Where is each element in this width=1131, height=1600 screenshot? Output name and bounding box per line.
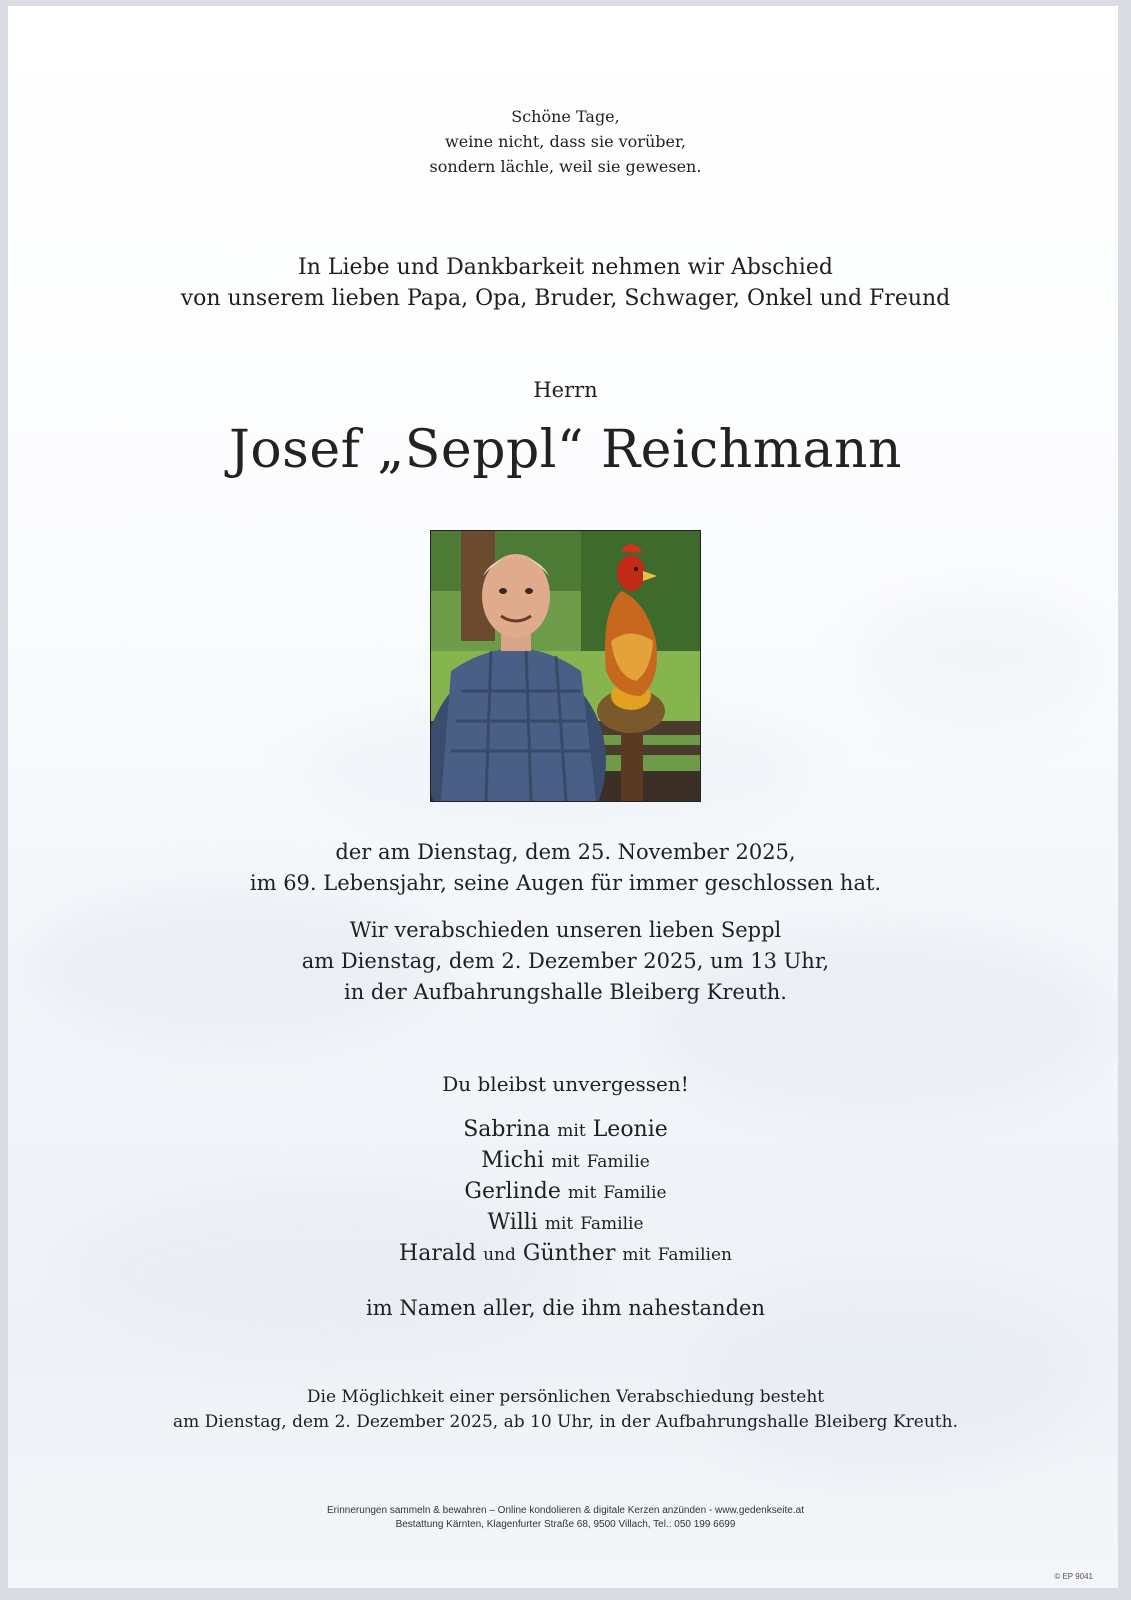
mourner-line bbox=[0, 1148, 1131, 1173]
quote-line: Schöne Tage, bbox=[511, 107, 620, 126]
mourner-name-2: Günther bbox=[522, 1241, 616, 1266]
death-line: im 69. Lebensjahr, seine Augen für immer geschlossen hat. bbox=[249, 871, 882, 895]
mourner-rest: Familie bbox=[603, 1183, 667, 1203]
quote-line: weine nicht, dass sie vorüber, bbox=[445, 132, 686, 151]
mourner-connector: mit bbox=[557, 1121, 586, 1141]
quote-line: sondern lächle, weil sie gewesen. bbox=[429, 157, 702, 176]
viewing-line: Die Möglichkeit einer persönlichen Verabschiedung besteht bbox=[306, 1387, 825, 1407]
mourner-name: Gerlinde bbox=[464, 1179, 561, 1204]
mourner-connector: mit bbox=[544, 1214, 574, 1234]
viewing-line: am Dienstag, dem 2. Dezember 2025, ab 10 Uhr, in der Aufbahrungshalle Bleiberg Kreuth. bbox=[173, 1412, 958, 1432]
deceased-name: Josef „Seppl“ Reichmann bbox=[228, 420, 902, 480]
intro-line: von unserem lieben Papa, Opa, Bruder, Schwager, Onkel und Freund bbox=[180, 286, 951, 311]
cloud-decoration bbox=[858, 586, 1098, 726]
mourner-rest: Familie bbox=[586, 1152, 650, 1172]
farewell-line: in der Aufbahrungshalle Bleiberg Kreuth. bbox=[344, 980, 787, 1004]
footer-line: Bestattung Kärnten, Klagenfurter Straße 68, 9500 Villach, Tel.: 050 199 6699 bbox=[395, 1519, 736, 1530]
document-code: © EP 9041 bbox=[1054, 1572, 1093, 1581]
mourner-connector: mit bbox=[567, 1183, 597, 1203]
closing-line: im Namen aller, die ihm nahestanden bbox=[366, 1296, 765, 1320]
mourner-rest: Familien bbox=[657, 1245, 732, 1265]
mourner-line bbox=[0, 1210, 1131, 1235]
mourner-line bbox=[0, 1117, 1131, 1142]
farewell-line: Wir verabschieden unseren lieben Seppl bbox=[349, 918, 782, 942]
mourner-name: Sabrina bbox=[463, 1117, 551, 1142]
mourner-line bbox=[0, 1179, 1131, 1204]
portrait-photo-icon bbox=[430, 530, 701, 802]
mourner-connector: mit bbox=[551, 1152, 580, 1172]
salutation: Herrn bbox=[533, 378, 598, 402]
footer-line: Erinnerungen sammeln & bewahren – Online kondolieren & digitale Kerzen anzünden - www.gedenkseite.at bbox=[327, 1505, 804, 1516]
mourner-name: Michi bbox=[481, 1148, 545, 1173]
mourner-name: Harald bbox=[399, 1241, 477, 1266]
mourner-connector: und bbox=[483, 1245, 516, 1265]
intro-line: In Liebe und Dankbarkeit nehmen wir Abschied bbox=[298, 255, 833, 280]
mourner-rest: Familie bbox=[580, 1214, 644, 1234]
motto: Du bleibst unvergessen! bbox=[442, 1072, 689, 1096]
mourner-rest: Leonie bbox=[592, 1117, 668, 1142]
farewell-line: am Dienstag, dem 2. Dezember 2025, um 13 Uhr, bbox=[301, 949, 830, 973]
mourner-name: Willi bbox=[487, 1210, 538, 1235]
mourner-line bbox=[0, 1241, 1131, 1266]
death-line: der am Dienstag, dem 25. November 2025, bbox=[335, 840, 796, 864]
mourner-connector: mit bbox=[622, 1245, 651, 1265]
